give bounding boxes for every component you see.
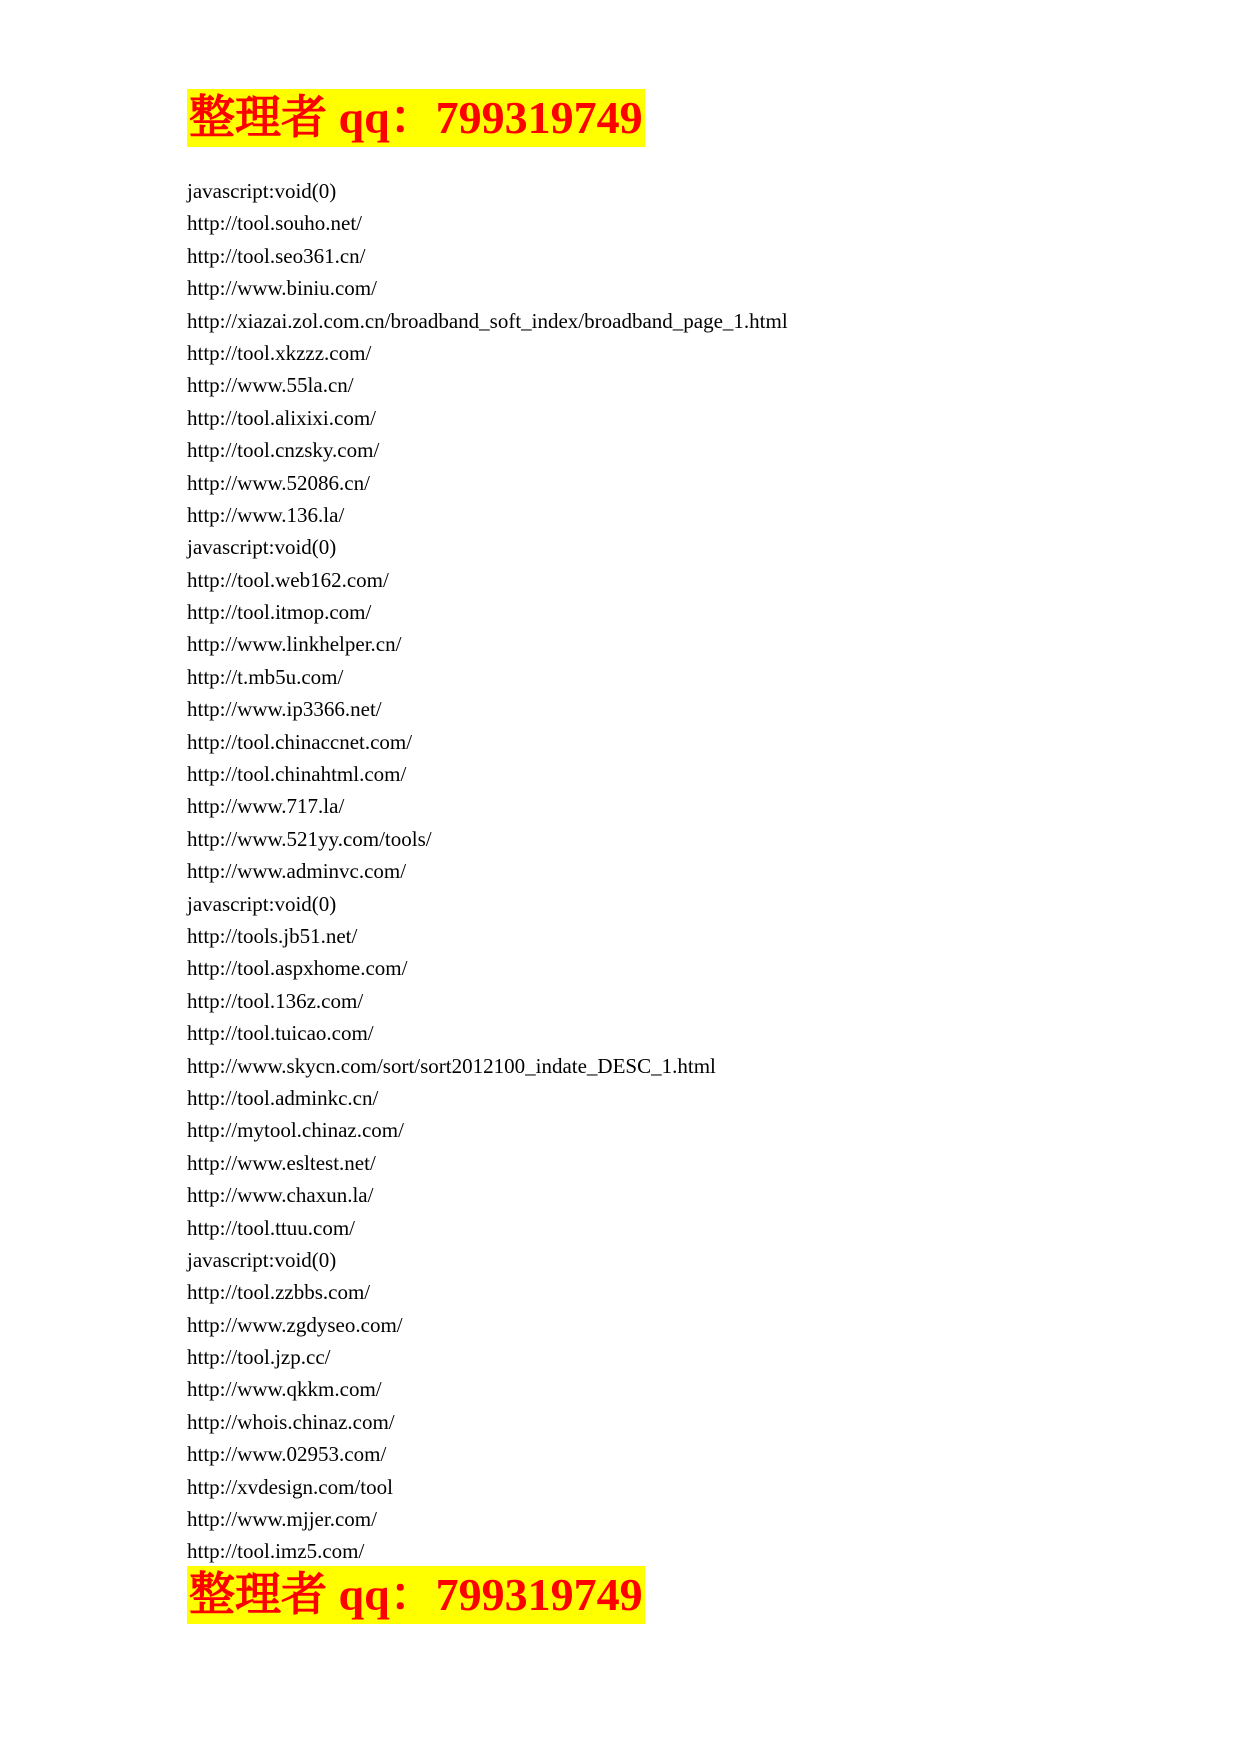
link-item: http://www.esltest.net/ bbox=[187, 1150, 376, 1175]
link-item: javascript:void(0) bbox=[187, 535, 337, 560]
link-item: http://www.55la.cn/ bbox=[187, 373, 354, 398]
link-item: http://www.52086.cn/ bbox=[187, 470, 370, 495]
link-item: javascript:void(0) bbox=[187, 891, 337, 916]
link-item: http://www.ip3366.net/ bbox=[187, 697, 382, 722]
link-item: http://xvdesign.com/tool bbox=[187, 1474, 393, 1499]
link-item: http://tool.zzbbs.com/ bbox=[187, 1280, 371, 1305]
link-item: http://tool.chinaccnet.com/ bbox=[187, 729, 413, 754]
link-item: http://tool.imz5.com/ bbox=[187, 1539, 365, 1564]
footer-banner: 整理者 qq：799319749 bbox=[187, 1566, 645, 1624]
link-item: javascript:void(0) bbox=[187, 1247, 337, 1272]
link-item: http://www.136.la/ bbox=[187, 502, 345, 527]
link-item: http://tool.ttuu.com/ bbox=[187, 1215, 355, 1240]
link-item: http://www.521yy.com/tools/ bbox=[187, 826, 432, 851]
link-item: http://tool.seo361.cn/ bbox=[187, 243, 366, 268]
link-item: http://tool.chinahtml.com/ bbox=[187, 762, 407, 787]
link-item: http://tool.aspxhome.com/ bbox=[187, 956, 408, 981]
link-item: http://whois.chinaz.com/ bbox=[187, 1409, 395, 1434]
link-item: http://tool.alixixi.com/ bbox=[187, 405, 376, 430]
header-banner: 整理者 qq：799319749 bbox=[187, 89, 645, 147]
link-item: http://www.qkkm.com/ bbox=[187, 1377, 382, 1402]
link-item: http://www.adminvc.com/ bbox=[187, 859, 407, 884]
link-item: http://www.717.la/ bbox=[187, 794, 345, 819]
link-item: http://tool.adminkc.cn/ bbox=[187, 1085, 379, 1110]
link-item: javascript:void(0) bbox=[187, 179, 337, 203]
link-item: http://www.mjjer.com/ bbox=[187, 1507, 377, 1532]
link-item: http://tool.souho.net/ bbox=[187, 211, 363, 236]
link-item: http://xiazai.zol.com.cn/broadband_soft_index/broadband_page_1.html bbox=[187, 308, 788, 333]
link-item: http://www.skycn.com/sort/sort2012100_indate_DESC_1.html bbox=[187, 1053, 716, 1078]
link-item: http://tool.xkzzz.com/ bbox=[187, 340, 372, 365]
link-item: http://tool.136z.com/ bbox=[187, 988, 364, 1013]
link-item: http://tool.cnzsky.com/ bbox=[187, 438, 380, 463]
link-item: http://tool.jzp.cc/ bbox=[187, 1345, 331, 1370]
link-item: http://tools.jb51.net/ bbox=[187, 923, 358, 948]
link-item: http://tool.tuicao.com/ bbox=[187, 1021, 374, 1046]
link-item: http://mytool.chinaz.com/ bbox=[187, 1118, 404, 1143]
link-item: http://www.biniu.com/ bbox=[187, 276, 377, 301]
link-item: http://tool.web162.com/ bbox=[187, 567, 389, 592]
link-item: http://www.chaxun.la/ bbox=[187, 1183, 374, 1208]
link-item: http://www.linkhelper.cn/ bbox=[187, 632, 402, 657]
link-list bbox=[187, 175, 788, 1568]
link-item: http://t.mb5u.com/ bbox=[187, 664, 344, 689]
link-item: http://www.02953.com/ bbox=[187, 1442, 387, 1467]
link-item: http://tool.itmop.com/ bbox=[187, 600, 372, 625]
link-item: http://www.zgdyseo.com/ bbox=[187, 1312, 403, 1337]
